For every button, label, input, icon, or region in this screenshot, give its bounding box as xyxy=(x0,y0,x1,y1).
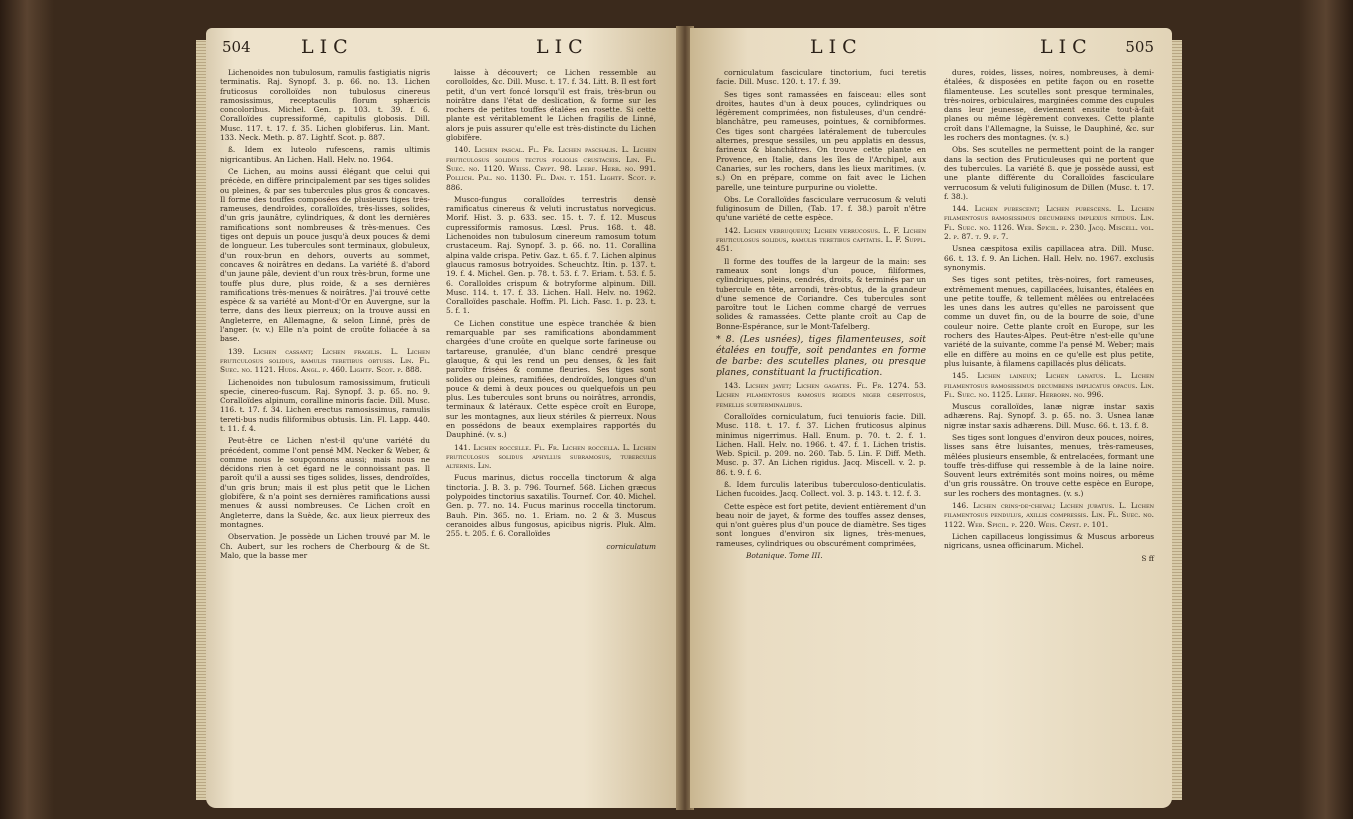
paragraph: ß. Idem furculis lateribus tuberculoso-denticulatis. Lichen fucoides. Jacq. Collect. vol. 3. p. 143. t. 12. f. 3. xyxy=(716,479,926,499)
paragraph: Ses tiges sont longues d'environ deux pouces, noires, lisses sans être luisantes, menues, très-rameuses, mêlées plusieurs ensemble, & entrelacées, formant une touffe très-diffuse qui ressemble à de la laine noire. Souvent leurs extrémités sont moins noires, ou même d'un gris roussâtre. On trouve cette espèce en Europe, sur les rochers des montagnes. (v. s.) xyxy=(944,432,1154,498)
left-page-header xyxy=(206,36,678,62)
paragraph: Cette espèce est fort petite, devient entièrement d'un beau noir de jayet, & forme des touffes assez denses, qui n'ont guères plus d'un pouce de diamètre. Ses tiges sont longues d'environ six lignes, très-menues, rameuses, cylindriques ou obscurément comprimées, xyxy=(716,501,926,548)
paragraph: laisse à découvert; ce Lichen ressemble au corolloïdes, &c. Dill. Musc. t. 17. f. 34. Litt. B. Il est fort petit, d'un vert foncé lorsqu'il est frais, très-brun ou noirâtre dans l'état de deslication, & forme sur les rochers de petites touffes étalées en rosette. Si cette plante est véritablement le Lichen fragilis de Linné, alors je puis assurer qu'elle est très-distincte du Lichen globifère. xyxy=(446,68,656,143)
paragraph: Fucus marinus, dictus roccella tinctorum & alga tinctoria. J. B. 3. p. 796. Tournef. 568. Lichen græcus polypoides tinctorius saxatilis. Tournef. Cor. 40. Michel. Gen. p. 77. no. 14. Fucus marinus roccella tinctorum. Bauh. Pin. 365. no. 1. Eriam. no. 2 & 3. Muscus ceranoides albus fungosus, apicibus nigris. Pluk. Alm. 255. t. 205. f. 6. Coralloïdes xyxy=(446,473,656,539)
right-page xyxy=(690,28,1172,808)
paragraph: Obs. Le Coralloïdes fasciculare verrucosum & veluti fuliginosum de Dillen, (Tab. 17. f. 38.) paroît n'être qu'une variété de cette espèce. xyxy=(716,194,926,223)
paragraph: Ce Lichen constitue une espèce tranchée & bien remarquable par ses ramifications abondamment chargées d'une croûte en quelque sorte farineuse ou tartareuse, granulée, d'un blanc cendré presque glauque, & qui les rend un peu denses, & les fait paroître frisées & comme fleuries. Ses tiges sont solides ou pleines, ramifiées, dendroïdes, longues d'un pouce & demi à deux pouces ou quelquefois un peu plus. Les tubercules sont bruns ou noirâtres, arrondis, terminaux & latéraux. Cette espèce croît en Europe, sur les montagnes, aux lieux stériles & pierreux. Nous en possédons de beaux exemplaires rapportés du Dauphiné. (v. s.) xyxy=(446,318,656,440)
section-heading: * 8. (Les usnées), tiges filamenteuses, soit étalées en touffe, soit pendantes en forme de barbe: des scutelles planes, ou presque planes, constituant la fructification. xyxy=(716,334,926,379)
running-head: LIC xyxy=(1040,36,1093,58)
paragraph: Ses tiges sont petites, très-noires, fort rameuses, extrêmement menues, capillacées, luisantes, étalées en une petite touffe, & tellement mêlées ou entrelacées les unes dans les autres qu'elles ne paroissent que comme un duvet fin, ou de la bourre de soie, d'une couleur noire. Cette plante croît en Europe, sur les rochers des Hautes-Alpes. Peut-être n'est-elle qu'une variété de la suivante, comme l'a pensé M. Weber; mais elle en diffère au moins en ce qu'elle est plus petite, plus luisante, à filamens capillacés plus délicats. xyxy=(944,275,1154,368)
running-head: LIC xyxy=(301,36,354,58)
paragraph: Obs. Ses scutelles ne permettent point de la ranger dans la section des Fruticuleuses qui ne portent que des tubercules. La variété ß. que je possède aussi, est une plante différente du Coralloïdes fasciculare verrucosum & veluti fuliginosum de Dillen (Musc. t. 17. f. 38.). xyxy=(944,145,1154,201)
paragraph: Ce Lichen, au moins aussi élégant que celui qui précède, en diffère principalement par ses tiges solides ou pleines, & par ses tubercules plus gros & concaves. Il forme des touffes composées de plusieurs tiges très-rameuses, dendroïdes, coralloïdes, très-lisses, solides, d'un gris jaunâtre, cylindriques, & dont les dernières ramifications sont nombreuses & très-menues. Ces tiges ont depuis un pouce jusqu'à deux pouces & demi de longueur. Les tubercules sont terminaux, globuleux, d'un roux-brun en dehors, ouverts au sommet, concaves & noirâtres en dedans. La variété ß. d'abord d'un jaune pâle, devient d'un roux très-brun, forme une touffe plus dure, plus roide, & a ses dernières ramifications très-menues & noirâtres. J'ai trouvé cette espèce & sa variété au Mont-d'Or en Auvergne, sur la terre, dans des lieux pierreux; on la trouve aussi en Angleterre, en Allemagne, & selon Linné, près de l'anger. (v. v.) Elle n'a point de croûte foliacée à sa base. xyxy=(220,166,430,344)
paragraph: dures, roides, lisses, noires, nombreuses, à demi-étalées, & disposées en petite façon ou en rosette filamenteuse. Les scutelles sont presque terminales, très-noires, orbiculaires, marginées comme des cupules dans leur jeunesse, deviennent ensuite tout-à-fait planes ou même légèrement convexes. Cette plante croît dans l'Allemagne, la Suisse, le Dauphiné, &c. sur les rochers des montagnes. (v. s.) xyxy=(944,68,1154,143)
paragraph: Lichenoides non tubulosum ramosissimum, fruticuli specie, cinereo-fuscum. Raj. Synopf. 3. p. 65. no. 9. Coralloïdes alpinum, coralline minoris facie. Dill. Musc. 116. t. 17. f. 34. Lichen erectus ramosissimus, ramulis tereti-bus nudis filiformibus obtusis. Lin. Fl. Lapp. 440. t. 11. f. 4. xyxy=(220,377,430,433)
paragraph: corniculatum fasciculare tinctorium, fuci teretis facie. Dill. Musc. 120. t. 17. f. 39. xyxy=(716,68,926,87)
paragraph: ß. Idem ex luteolo rufescens, ramis ultimis nigricantibus. An Lichen. Hall. Helv. no. 1964. xyxy=(220,145,430,164)
entry-heading: 143. Lichen jayet; Lichen gagates. Fl. Fr. 1274. 53. Lichen filamentosus ramosus rigidus niger cæspitosus, femellis subterminalibus. xyxy=(716,381,926,409)
signature-mark: S ff xyxy=(1141,553,1154,563)
paragraph: Peut-être ce Lichen n'est-il qu'une variété du précédent, comme l'ont pensé MM. Necker & Weber, & comme nous le soupçonnons aussi; mais nous ne décidons rien à cet égard ne le connoissant pas. Il paroît qu'il a aussi ses tiges solides, lisses, dendroïdes, d'un gris brun; mais il est plus petit que le Lichen globifère, & n'a point ses dernières ramifications aussi menues & aussi nombreuses. Ce Lichen croît en Angleterre, dans la Suède, &c. aux lieux pierreux des montagnes. xyxy=(220,436,430,529)
paragraph: Musco-fungus coralloïdes terrestris densè ramificatus cinereus & veluti incrustatus norvegicus. Morif. Hist. 3. p. 633. sec. 15. t. 7. f. 12. Muscus cupressiformis ramosus. Lœsl. Prus. 168. t. 48. Lichenoides non tubulosum cinereum ramosum totum crustaceum. Raj. Synopf. 3. p. 66. no. 11. Corallina alpina valde crispa. Petiv. Gaz. t. 65. f. 7. Lichen alpinus glaucus ramosus botryoides. Scheuchtz. Itin. p. 137. t. 19. f. 4. Michel. Gen. p. 78. t. 53. f. 7. Eriam. t. 53. f. 5. 6. Coralloïdes crispum & botryforme alpinum. Dill. Musc. 114. t. 17. f. 33. Lichen. Hall. Helv. no. 1962. Coralloïdes paschale. Hoffm. Pl. Lich. Fasc. 1. p. 23. t. 5. f. 1. xyxy=(446,194,656,316)
left-page-column-2 xyxy=(446,68,656,551)
paragraph: Coralloïdes corniculatum, fuci tenuioris facie. Dill. Musc. 118. t. 17. f. 37. Lichen fruticosus alpinus minimus nigerrimus. Hall. Enum. p. 70. t. 2. f. 1. Lichen. Hall. Helv. no. 1966. t. 47. f. 1. Lichen tristis. Web. Spicil. p. 209. no. 260. Tab. 5. Lin. F. Diff. Meth. Musc. p. 37. An Lichen rigidus. Jacq. Miscell. v. 2. p. 86. t. 9. f. 6. xyxy=(716,411,926,477)
entry-heading: 142. Lichen verruqueux; Lichen verrucosus. L. F. Lichen fruticulosus solidus, ramulis teretibus capitatis. L. F. Suppl. 451. xyxy=(716,225,926,254)
catchword: corniculatum xyxy=(606,541,656,551)
entry-heading: 144. Lichen pubescent; Lichen pubescens. L. Lichen filamentosus ramosissimus decumbens implexus nitidus. Lin. Fl. Suec. no. 1126. Web. Spicil. p. 230. Jacq. Miscell. vol. 2. p. 87. t. 9. f. 7. xyxy=(944,204,1154,242)
entry-heading: 139. Lichen cassant; Lichen fragilis. L. Lichen fruticulosus solidus, ramulis teretibus obtusis. Lin. Fl. Suec. no. 1121. Huds. Angl. p. 460. Lightf. Scot. p. 888. xyxy=(220,346,430,375)
paragraph: Usnea cæspitosa exilis capillacea atra. Dill. Musc. 66. t. 13. f. 9. An Lichen. Hall. Helv. no. 1967. exclusis synonymis. xyxy=(944,244,1154,272)
right-page-column-2 xyxy=(944,68,1154,563)
page-number: 504 xyxy=(222,38,251,56)
volume-footer: Botanique. Tome III. xyxy=(746,551,823,561)
left-page xyxy=(206,28,678,808)
paragraph: Muscus coralloïdes, lanæ nigræ instar saxis adhærens. Raj. Synopf. 3. p. 65. no. 3. Usnea lanæ nigræ instar saxis adhærens. Dill. Musc. 66. t. 13. f. 8. xyxy=(944,402,1154,430)
entry-heading: 140. Lichen pascal. Fl. Fr. Lichen paschalis. L. Lichen fruticulosus solidus tectus foliolis crustaceis. Lin. Fl. Suec. no. 1120. Weiss. Crypt. 98. Leerf. Herb. no. 991. Pollich. Pal. no. 1130. Fl. Dan. t. 151. Lightf. Scot. p. 886. xyxy=(446,145,656,192)
paragraph: Lichen capillaceus longissimus & Muscus arboreus nigricans, usnea officinarum. Michel. xyxy=(944,531,1154,551)
running-head: LIC xyxy=(536,36,589,58)
page-number: 505 xyxy=(1125,38,1154,56)
entry-heading: 141. Lichen roccelle. Fl. Fr. Lichen roccella. L. Lichen fruticulosus solidus aphyllus subramosus, tuberculis alternis. Lin. xyxy=(446,442,656,471)
paragraph: Ses tiges sont ramassées en faisceau: elles sont droites, hautes d'un à deux pouces, cylindriques ou légèrement comprimées, non fistuleuses, d'un cendré-blanchâtre, peu rameuses, pointues, & cornibformes. Ces tiges sont chargées latéralement de tubercules alternes, presque sessiles, un peu applatis en dessus, farineux & blanchâtres. On trouve cette plante en Provence, en Italie, dans les îles de l'Archipel, aux Canaries, sur les rochers, dans les lieux maritimes. (v. s.) On en prépare, comme on fait avec le Lichen parelle, une teinture purpurine ou violette. xyxy=(716,89,926,192)
left-page-column-1 xyxy=(220,68,430,563)
running-head: LIC xyxy=(810,36,863,58)
entry-heading: 145. Lichen laineux; Lichen lanatus. L. Lichen filamentosus ramosissimus decumbens implicatus opacus. Lin. Fl. Suec. no. 1125. Leerf. Herborn. no. 996. xyxy=(944,371,1154,399)
right-page-header xyxy=(690,36,1172,62)
right-page-column-1 xyxy=(716,68,926,560)
paragraph: Observation. Je possède un Lichen trouvé par M. le Ch. Aubert, sur les rochers de Cherbourg & de St. Malo, que la basse mer xyxy=(220,532,430,560)
entry-heading: 146. Lichen crins-de-cheval; Lichen jubatus. L. Lichen filamentosus pendulus, axillis compressis. Lin. Fl. Suec. no. 1122. Web. Spicil. p. 220. Weis. Cryst. p. 101. xyxy=(944,501,1154,529)
paragraph: Lichenoides non tubulosum, ramulis fastigiatis nigris terminatis. Raj. Synopf. 3. p. 66. no. 13. Lichen fruticosus corolloïdes non tubulosus cinereus ramosissimus, receptaculis florum sphæricis concoloribus. Michel. Gen. p. 103. t. 39. f. 6. Coralloïdes cupressiformé, capitulis globosis. Dill. Musc. 117. t. 17. f. 35. Lichen globiferus. Lin. Mant. 133. Neck. Meth. p. 87. Lightf. Scot. p. 887. xyxy=(220,68,430,143)
paragraph: Il forme des touffes de la largeur de la main: ses rameaux sont longs d'un pouce, filiformes, cylindriques, pleins, cendrés, droits, & terminés par un tubercule en tête, arrondi, très-obtus, de la grandeur d'une semence de Coriandre. Ces tubercules sont paroître tout le Lichen comme chargé de verrues solides & ramassées. Cette plante croît au Cap de Bonne-Espérance, sur le Mont-Tafelberg. xyxy=(716,256,926,331)
